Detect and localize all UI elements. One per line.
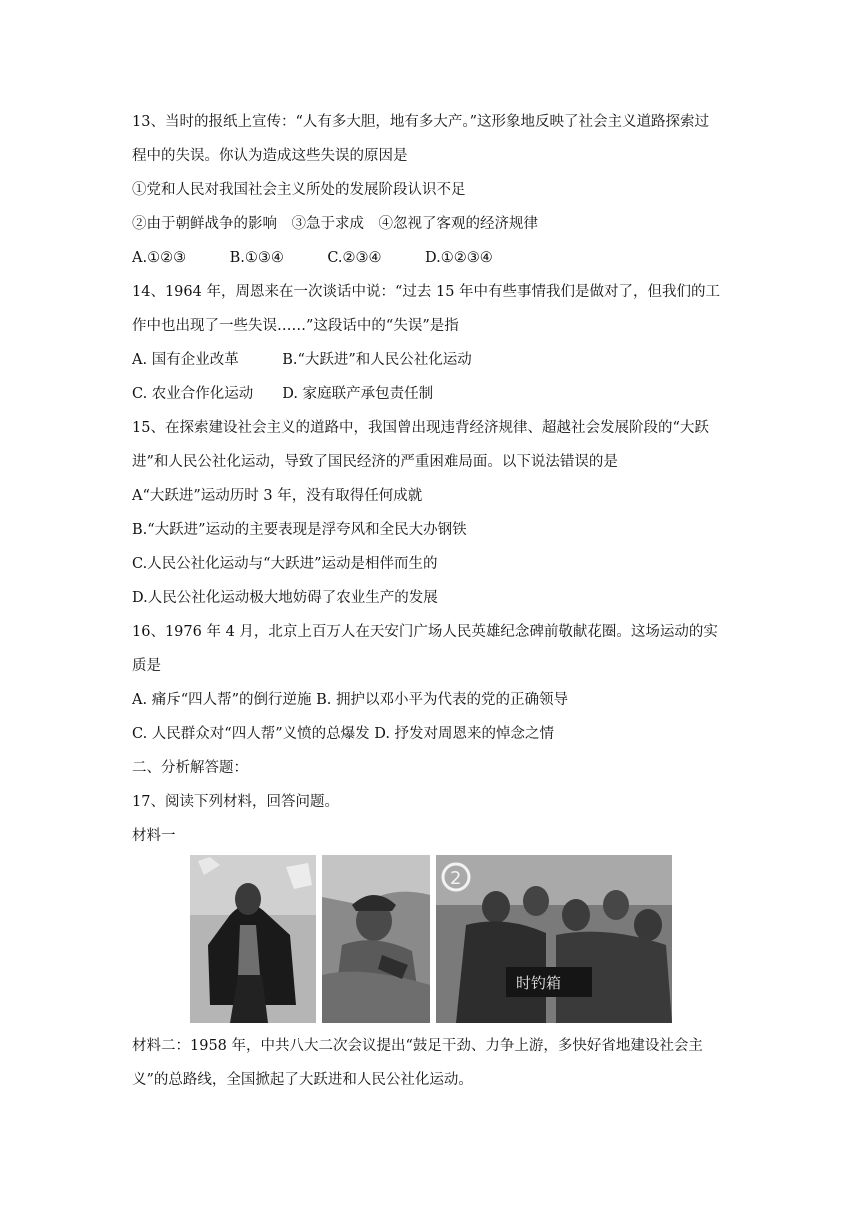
section-heading: 二、分析解答题： [132,760,248,776]
q15-stem-line-1: 15、在探索建设社会主义的道路中，我国曾出现违背经济规律、超越社会发展阶段的“大跃 [132,420,709,436]
photo-group-with-sign [436,855,672,1023]
q13-stem-line-2: 程中的失误。你认为造成这些失误的原因是 [132,148,408,164]
q14-stem-line-1: 14、1964 年，周恩来在一次谈话中说：“过去 15 年中有些事情我们是做对了，但我们的工 [132,284,721,300]
photo-sign-text: 时钓箱 [516,974,562,992]
photo-field-worker [322,855,430,1023]
photo-man-with-jacket [190,855,316,1023]
q15-option-d: D.人民公社化运动极大地妨碍了农业生产的发展 [132,590,438,606]
q13-options: A.①②③ B.①③④ C.②③④ D.①②③④ [132,250,493,266]
q15-option-a: A“大跃进”运动历时 3 年，没有取得任何成就 [132,488,423,504]
q14-options-ab: A. 国有企业改革 B.“大跃进”和人民公社化运动 [132,352,472,368]
q16-options-cd: C. 人民群众对“四人帮”义愤的总爆发 D. 抒发对周恩来的悼念之情 [132,726,555,742]
q15-option-b: B.“大跃进”运动的主要表现是浮夸风和全民大办钢铁 [132,522,467,538]
q16-stem-line-1: 16、1976 年 4 月，北京上百万人在天安门广场人民英雄纪念碑前敬献花圈。这场运动的实 [132,624,718,640]
q14-options-cd: C. 农业合作化运动 D. 家庭联产承包责任制 [132,386,434,402]
q13-stem-line-1: 13、当时的报纸上宣传：“人有多大胆，地有多大产。”这形象地反映了社会主义道路探索过 [132,114,710,130]
q15-stem-line-2: 进”和人民公社化运动，导致了国民经济的严重困难局面。以下说法错误的是 [132,454,618,470]
photo-number: 2 [450,868,462,889]
material-two-line-1: 材料二：1958 年，中共八大二次会议提出“鼓足干劲、力争上游，多快好省地建设社会主 [132,1038,703,1054]
q13-statement-1: ①党和人民对我国社会主义所处的发展阶段认识不足 [132,182,466,198]
material-one-label: 材料一 [132,828,176,844]
q16-stem-line-2: 质是 [132,658,161,674]
material-one-photos [190,855,674,1025]
q17-instruction: 17、阅读下列材料，回答问题。 [132,794,339,810]
q15-option-c: C.人民公社化运动与“大跃进”运动是相伴而生的 [132,556,438,572]
material-two-line-2: 义”的总路线，全国掀起了大跃进和人民公社化运动。 [132,1072,473,1088]
q16-options-ab: A. 痛斥“四人帮”的倒行逆施 B. 拥护以邓小平为代表的党的正确领导 [132,692,568,708]
q13-statements-2-4: ②由于朝鲜战争的影响 ③急于求成 ④忽视了客观的经济规律 [132,216,538,232]
q14-stem-line-2: 作中也出现了一些失误……”这段话中的“失误”是指 [132,318,459,334]
